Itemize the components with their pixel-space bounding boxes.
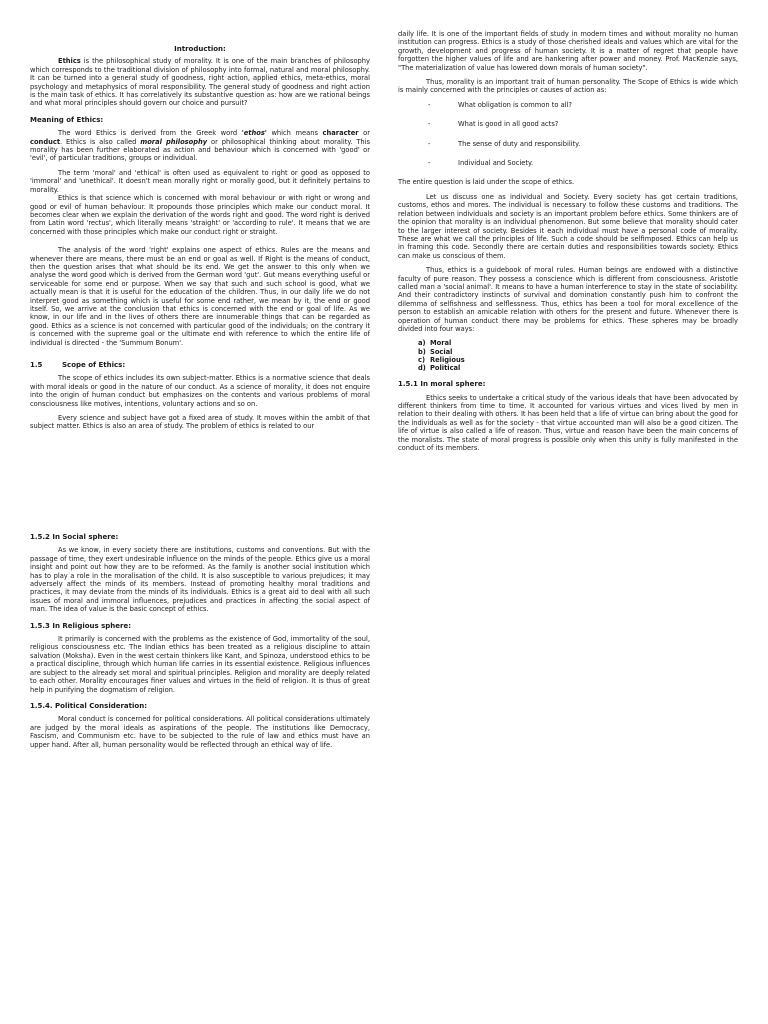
paragraph-ethics-definition: Ethics is the philosophical study of morality. It is one of the main branches of philosophy which corresponds to the traditional division of philosophy into formal, natural and moral philosophy. It can be turned into a general study of goodness, right action, applied ethics, meta-ethics, moral psychology and metaphysics of moral responsibility. The general study of goodness and right action is the main task of ethics. It has correlatively its substantive question as: how are we rational beings and what moral principles should govern our choice and pursuit? xyxy=(30,57,370,108)
paragraph-ethos: The word Ethics is derived from the Greek word 'ethos' which means character or conduct. Ethics is also called moral philosophy or philosophical thinking about morality. This morality has been further elaborated as action and behaviour which is concerned with 'good' or 'evil', of particular traditions, groups or individual. xyxy=(30,129,370,163)
spheres-list xyxy=(418,339,738,372)
term-conduct: conduct xyxy=(30,137,61,146)
list-item: b) Social xyxy=(418,347,453,356)
list-item: - Individual and Society. xyxy=(428,159,738,167)
introduction-heading: Introduction: xyxy=(174,45,226,53)
question-list xyxy=(398,101,738,168)
list-item: - The sense of duty and responsibility. xyxy=(428,140,738,148)
paragraph-scope-wide: Thus, morality is an important trait of human personality. The Scope of Ethics is wide which is mainly concerned with the principles or causes of action as: xyxy=(398,78,738,95)
paragraph-guidebook: Thus, ethics is a guidebook of moral rules. Human beings are endowed with a distinctive faculty of pure reason. They possess a conscience which is different from consciousness. Aristotle called man a 'social animal'. It means to have a human interference to stay in the state of sociability. And their contradictory instincts of survival and domination constantly push him to confront the dilemma of selfishness and selflessness. Thus, ethics has been a tool for moral excellence of the person to establish an amicable relation with others for the present and future. Whenever there is operation of human conduct there may be problems for ethics. These spheres may be broadly divided into four ways: xyxy=(398,266,738,333)
list-item: - What is good in all good acts? xyxy=(428,120,738,128)
paragraph-social-sphere: As we know, in every society there are institutions, customs and conventions. But with the passage of time, they exert undesirable influence on the minds of the people. Ethics give us a moral insight and point out how they are to be reformed. As the family is another social institution which has to play a role in the moralisation of the child. It is also susceptible to various prejudices; it may adversely affect the minds of its members. Instead of promoting healthy moral traditions and practices, it may deviate from the minds of its individuals. Ethics is a great aid to deal with all such issues of moral and immoral influences, prejudices and practices in affecting the social aspect of man. The idea of value is the basic concept of ethics. xyxy=(30,546,370,614)
paragraph-moral-sphere: Ethics seeks to undertake a critical study of the various ideals that have been advocated by different thinkers from time to time. It accounted for various virtues and vices lived by men in relation to their dealing with others. It has been held that a life of virtue can bring about the good for the individuals as well as for the society - that virtue accounted man will also be a good citizen. The life of virtue is also called a life of reason. Thus, virtue and reason have been the main concerns of the moralists. The state of moral progress is possible only when this unity is fully manifested in the conduct of its members. xyxy=(398,393,738,453)
list-item: d) Political xyxy=(418,363,461,372)
list-item: c) Religious xyxy=(418,355,465,364)
paragraph-entire-question: The entire question is laid under the scope of ethics. xyxy=(398,178,575,187)
paragraph-daily-life: daily life. It is one of the important fields of study in modern times and without morality no human institution can progress. Ethics is a study of those cherished ideals and values which are vital for the growth, development and progress of human society. It is a matter of regret that people have forgotten the higher values of life and are hankering after power and money. Prof. MacKenzie says, "The materialization of value has lowered down morals of human society". xyxy=(398,30,738,72)
term-moral-philosophy: moral philosophy xyxy=(140,137,208,146)
list-item: - What obligation is common to all? xyxy=(428,101,738,109)
paragraph-individual-society: Let us discuss one as individual and Society. Every society has got certain traditions, customs, ethos and mores. The individual is necessary to follow these customs and traditions. The relation between individuals and society is an important problem before ethics. Some thinkers are of the opinion that morality is an individual phenomenon. But some believe that morality should cater to the larger interest of society. Besides it each individual must have a personal code of morality. These are what we call the principles of life. Such a code should be selfimposed. Ethics can help us in framing this code. Secondly there are certain duties and responsibilities towards society. Ethics can make us conscious of them. xyxy=(398,192,738,260)
paragraph-area-of-study: Every science and subject have got a fixed area of study. It moves within the ambit of that subject matter. Ethics is also an area of study. The problem of ethics is related to our xyxy=(30,414,370,431)
meaning-of-ethics-heading: Meaning of Ethics: xyxy=(30,115,104,124)
paragraph-science: Ethics is that science which is concerned with moral behaviour or with right or wrong and good or evil of human behaviour. It propounds those principles which make our conduct moral. It becomes clear when we explain the derivation of the words right and good. The word right is derived from Latin word 'rectus', which literally means 'straight' or 'according to rule'. It means that we are concerned with those principles which make our conduct right or straight. xyxy=(30,194,370,236)
social-sphere-heading: 1.5.2 In Social sphere: xyxy=(30,533,119,541)
paragraph-religious-sphere: It primarily is concerned with the problems as the existence of God, immortality of the soul, religious consciousness etc. The Indian ethics has been treated as a religious discipline to attain salvation (Moksha). Even in the west certain thinkers like Kant, and Spinoza, understood ethics to be a practical discipline, through which human life carries in its essential existence. Religious influences are subject to the already set moral and spiritual principles. Religion and morality are deeply related to each other. Morality encourages finer values and virtues in the field of religion. It is thus of great help in purifying the dogmatism of religion. xyxy=(30,635,370,694)
term-ethics: Ethics xyxy=(58,57,81,66)
term-ethos: 'ethos' xyxy=(241,129,267,138)
political-consideration-heading: 1.5.4. Political Consideration: xyxy=(30,701,147,710)
left-column-top xyxy=(30,45,370,437)
moral-sphere-heading: 1.5.1 In moral sphere: xyxy=(398,380,486,389)
list-item: a) Moral xyxy=(418,339,452,348)
right-column-top xyxy=(398,30,738,458)
religious-sphere-heading: 1.5.3 In Religious sphere: xyxy=(30,621,132,630)
scope-of-ethics-heading: 1.5 Scope of Ethics: xyxy=(30,361,126,369)
paragraph-moral-ethical: The term 'moral' and 'ethical' is often used as equivalent to right or good as opposed to 'immoral' and 'unethical'. It doesn't mean morally right or morally good, but it definitely pertains to morality. xyxy=(30,168,370,194)
paragraph-political: Moral conduct is concerned for political considerations. All political considerations ultimately are judged by the moral ideals as aspirations of the people. The institutions like Democracy, Fascism, and Communism etc. have to be subjected to the rule of law and ethics must have an upper hand. After all, human personality would be reflected through an ethical way of life. xyxy=(30,715,370,749)
paragraph-scope: The scope of ethics includes its own subject-matter. Ethics is a normative science that deals with moral ideals or good in the nature of our conduct. As a science of morality, it does not enquire into the origin of human conduct but emphasizes on the contents and various problems of moral consciousness like motives, intentions, voluntary actions and so on. xyxy=(30,374,370,408)
term-character: character xyxy=(322,129,359,138)
left-column-bottom xyxy=(30,533,370,755)
paragraph-right-good: The analysis of the word 'right' explains one aspect of ethics. Rules are the means and whenever there are means, there must be an end or goal as well. If Right is the means of conduct, then the question arises that what should be its end. We get the answer to this only when we analyse the word good which is derived from the German word 'gut'. Gut means everything useful or serviceable for some end or purpose. When we say that such and such school is good, what we actually mean is that it is useful for the education of the children. Thus, in our daily life we do not interpret good as something which is useful for some end rather, we mean by it, the end or good itself. So, we arrive at the conclusion that ethics is concerned with the end or goal of life. As we know, in our life and in the lives of others there are innumerable things that can be regarded as good. Ethics as a science is not concerned with particular good of the individuals; on the contrary it is concerned with the supreme goal or the ultimate end with reference to which the entire life of individual is directed - the 'Summum Bonum'. xyxy=(30,246,370,347)
